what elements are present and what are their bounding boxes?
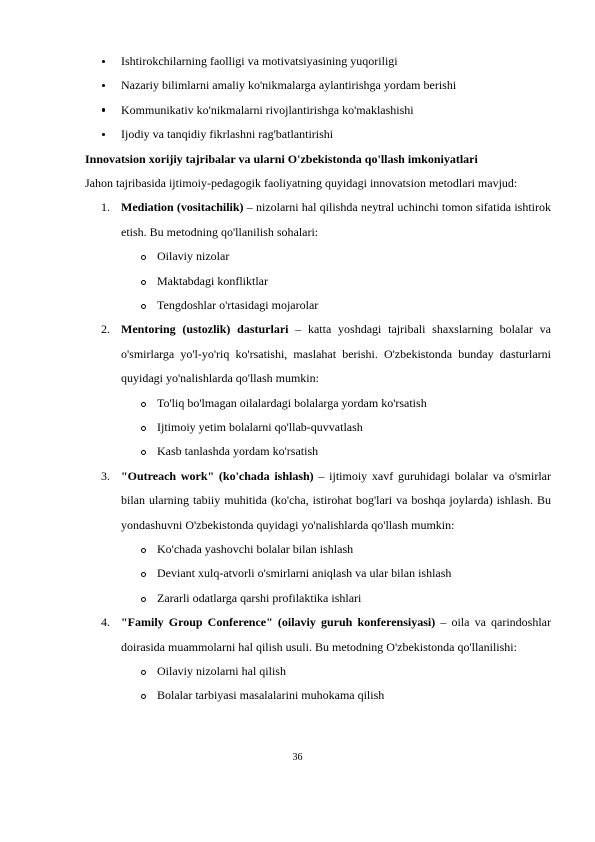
item-number: 2. bbox=[101, 322, 110, 337]
sub-item-text: Zararli odatlarga qarshi profilaktika ishlari bbox=[157, 590, 362, 605]
sub-list-3 bbox=[85, 537, 551, 610]
section-heading: Innovatsion xorijiy tajribalar va ularni O'zbekistonda qo'llash imkoniyatlari bbox=[85, 151, 478, 166]
top-bullet-list bbox=[85, 49, 551, 147]
page-content bbox=[85, 49, 551, 708]
list-item bbox=[85, 122, 551, 146]
bullet-icon bbox=[102, 133, 105, 136]
circle-bullet-icon bbox=[141, 450, 146, 455]
item-text: – oila va qarindoshlar doirasida muammolarni hal qilish usuli. Bu metodning O'zbekistonda qo'llanilishi: bbox=[121, 615, 551, 654]
list-item-text: Kommunikativ ko'nikmalarni rivojlantirishga ko'maklashishi bbox=[121, 102, 414, 117]
sub-list-1 bbox=[85, 244, 551, 317]
sub-list-item bbox=[85, 659, 551, 683]
sub-list-item bbox=[85, 439, 551, 463]
item-number: 3. bbox=[101, 468, 110, 483]
page-number: 36 bbox=[292, 752, 303, 763]
item-body bbox=[121, 195, 551, 244]
circle-bullet-icon bbox=[141, 402, 146, 407]
item-title: "Family Group Conference" (oilaviy guruh konferensiyasi) bbox=[121, 615, 436, 630]
sub-item-text: To'liq bo'lmagan oilalardagi bolalarga yordam ko'rsatish bbox=[157, 395, 427, 410]
circle-bullet-icon bbox=[141, 548, 146, 553]
intro-paragraph: Jahon tajribasida ijtimoiy-pedagogik faoliyatning quyidagi innovatsion metodlari mavjud: bbox=[85, 175, 518, 190]
item-number: 1. bbox=[101, 200, 110, 215]
bullet-icon bbox=[102, 60, 105, 63]
sub-list-item bbox=[85, 415, 551, 439]
sub-list-item bbox=[85, 391, 551, 415]
list-item bbox=[85, 98, 551, 122]
numbered-item-4 bbox=[85, 610, 551, 659]
numbered-item-1 bbox=[85, 195, 551, 244]
sub-list-item bbox=[85, 244, 551, 268]
item-body bbox=[121, 464, 551, 537]
item-title: Mediation (vositachilik) bbox=[121, 200, 244, 215]
circle-bullet-icon bbox=[141, 670, 146, 675]
circle-bullet-icon bbox=[141, 597, 146, 602]
item-text: – nizolarni hal qilishda neytral uchinchi tomon sifatida ishtirok etish. Bu metodning qo'llanilish sohalari: bbox=[121, 200, 551, 239]
sub-list-item bbox=[85, 269, 551, 293]
item-text: – ijtimoiy xavf guruhidagi bolalar va o'smirlar bilan ularning tabiiy muhitida (ko'cha, istirohat bog'lari va boshqa joylarda) ishlash. Bu yondashuvni O'zbekistonda quyidagi yo'nalishlarda qo'llash mumkin: bbox=[121, 468, 551, 532]
sub-list-item bbox=[85, 683, 551, 707]
sub-list-item bbox=[85, 293, 551, 317]
numbered-item-3 bbox=[85, 464, 551, 537]
item-title: Mentoring (ustozlik) dasturlari bbox=[121, 322, 289, 337]
bullet-icon bbox=[102, 108, 105, 111]
list-item-text: Ishtirokchilarning faolligi va motivatsiyasining yuqoriligi bbox=[121, 54, 398, 68]
sub-item-text: Bolalar tarbiyasi masalalarini muhokama qilish bbox=[157, 688, 385, 703]
sub-list-item bbox=[85, 586, 551, 610]
sub-list-item bbox=[85, 561, 551, 585]
item-body bbox=[121, 610, 551, 659]
sub-list-item bbox=[85, 537, 551, 561]
circle-bullet-icon bbox=[141, 304, 146, 309]
circle-bullet-icon bbox=[141, 255, 146, 260]
sub-item-text: Kasb tanlashda yordam ko'rsatish bbox=[157, 444, 319, 459]
list-item-text: Nazariy bilimlarni amaliy ko'nikmalarga aylantirishga yordam berishi bbox=[121, 78, 457, 93]
sub-item-text: Maktabdagi konfliktlar bbox=[157, 273, 268, 288]
circle-bullet-icon bbox=[141, 426, 146, 431]
circle-bullet-icon bbox=[141, 694, 146, 699]
sub-item-text: Tengdoshlar o'rtasidagi mojarolar bbox=[157, 297, 319, 312]
numbered-item-2 bbox=[85, 317, 551, 390]
sub-item-text: Oilaviy nizolar bbox=[157, 249, 230, 264]
sub-list-4 bbox=[85, 659, 551, 708]
item-text: – katta yoshdagi tajribali shaxslarning bolalar va o'smirlarga yo'l-yo'riq ko'rsatishi, maslahat berishi. O'zbekistonda bunday dasturlarni quyidagi yo'nalishlarda qo'llash mumkin: bbox=[121, 322, 551, 386]
item-number: 4. bbox=[101, 615, 110, 630]
sub-item-text: Ijtimoiy yetim bolalarni qo'llab-quvvatlash bbox=[157, 419, 363, 434]
circle-bullet-icon bbox=[141, 572, 146, 577]
list-item bbox=[85, 49, 551, 73]
list-item-text: Ijodiy va tanqidiy fikrlashni rag'batlantirishi bbox=[121, 127, 334, 142]
item-title: "Outreach work" (ko'chada ishlash) bbox=[121, 468, 314, 483]
sub-item-text: Ko'chada yashovchi bolalar bilan ishlash bbox=[157, 541, 354, 556]
sub-item-text: Deviant xulq-atvorli o'smirlarni aniqlash va ular bilan ishlash bbox=[157, 566, 452, 581]
list-item bbox=[85, 73, 551, 97]
circle-bullet-icon bbox=[141, 280, 146, 285]
item-body bbox=[121, 317, 551, 390]
sub-list-2 bbox=[85, 391, 551, 464]
sub-item-text: Oilaviy nizolarni hal qilish bbox=[157, 663, 286, 678]
bullet-icon bbox=[102, 84, 105, 87]
